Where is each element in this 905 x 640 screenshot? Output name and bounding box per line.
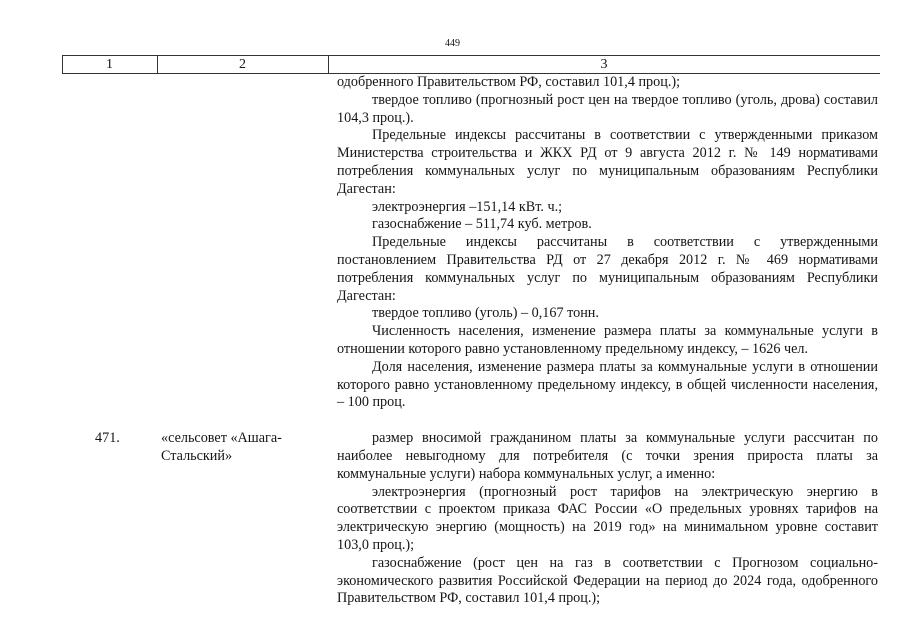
row-separator: [0, 412, 905, 430]
table-row: [0, 430, 905, 608]
column-header-2: 2: [239, 57, 246, 72]
paragraph: газоснабжение (рост цен на газ в соответствии с Прогнозом социально-экономического развития Российской Федерации на период до 2024 года, одобренного Правительством РФ, составил 101,4 проц.);: [337, 554, 878, 607]
paragraph: электроэнергия –151,14 кВт. ч.;: [372, 198, 563, 215]
paragraph: газоснабжение – 511,74 куб. метров.: [372, 216, 592, 233]
paragraph: твердое топливо (прогнозный рост цен на твердое топливо (уголь, дрова) составил 104,3 проц.).: [337, 91, 878, 126]
column-header-1: 1: [106, 57, 113, 72]
paragraph: твердое топливо (уголь) – 0,167 тонн.: [372, 305, 599, 322]
paragraph: размер вносимой гражданином платы за коммунальные услуги рассчитан по наиболее невыгодному для потребителя (с точки зрения прироста платы за коммунальные услуги) набора коммунальных услуг, а именно:: [337, 430, 878, 482]
page-number: 449: [445, 38, 460, 49]
table-row: [0, 74, 905, 412]
row-number: 471.: [95, 430, 120, 447]
paragraph: одобренного Правительством РФ, составил 101,4 проц.);: [337, 74, 681, 90]
paragraph: Предельные индексы рассчитаны в соответствии с утвержденными приказом Министерства строительства и ЖКХ РД от 9 августа 2012 г. № 149 нормативами потребления коммунальных услуг по муниципальным образованиям Республики Дагестан:: [337, 127, 878, 197]
paragraph: Доля населения, изменение размера платы за коммунальные услуги в отношении которого равно установленному предельному индексу, в общей численности населения, – 100 проц.: [337, 358, 878, 411]
row-description: [337, 430, 878, 608]
paragraph: Численность населения, изменение размера платы за коммунальные услуги в отношении которого равно установленному предельному индексу, – 1626 чел.: [337, 323, 878, 357]
municipality-name: «сельсовет «Ашага-Стальский»: [161, 430, 282, 464]
column-header-3: 3: [600, 57, 608, 72]
row-description: [337, 74, 878, 412]
paragraph: Предельные индексы рассчитаны в соответствии с утвержденными постановлением Правительства РД от 27 декабря 2012 г. № 469 нормативами потребления коммунальных услуг по муниципальным образованиям Республики Дагестан:: [337, 234, 878, 304]
paragraph: электроэнергия (прогнозный рост тарифов на электрическую энергию в соответствии с проектом приказа ФАС России «О предельных уровнях тарифов на электрическую энергию (мощность) на 2019 год» на минимальном уровне составит 103,0 проц.);: [337, 483, 878, 553]
table-body: [0, 74, 905, 608]
